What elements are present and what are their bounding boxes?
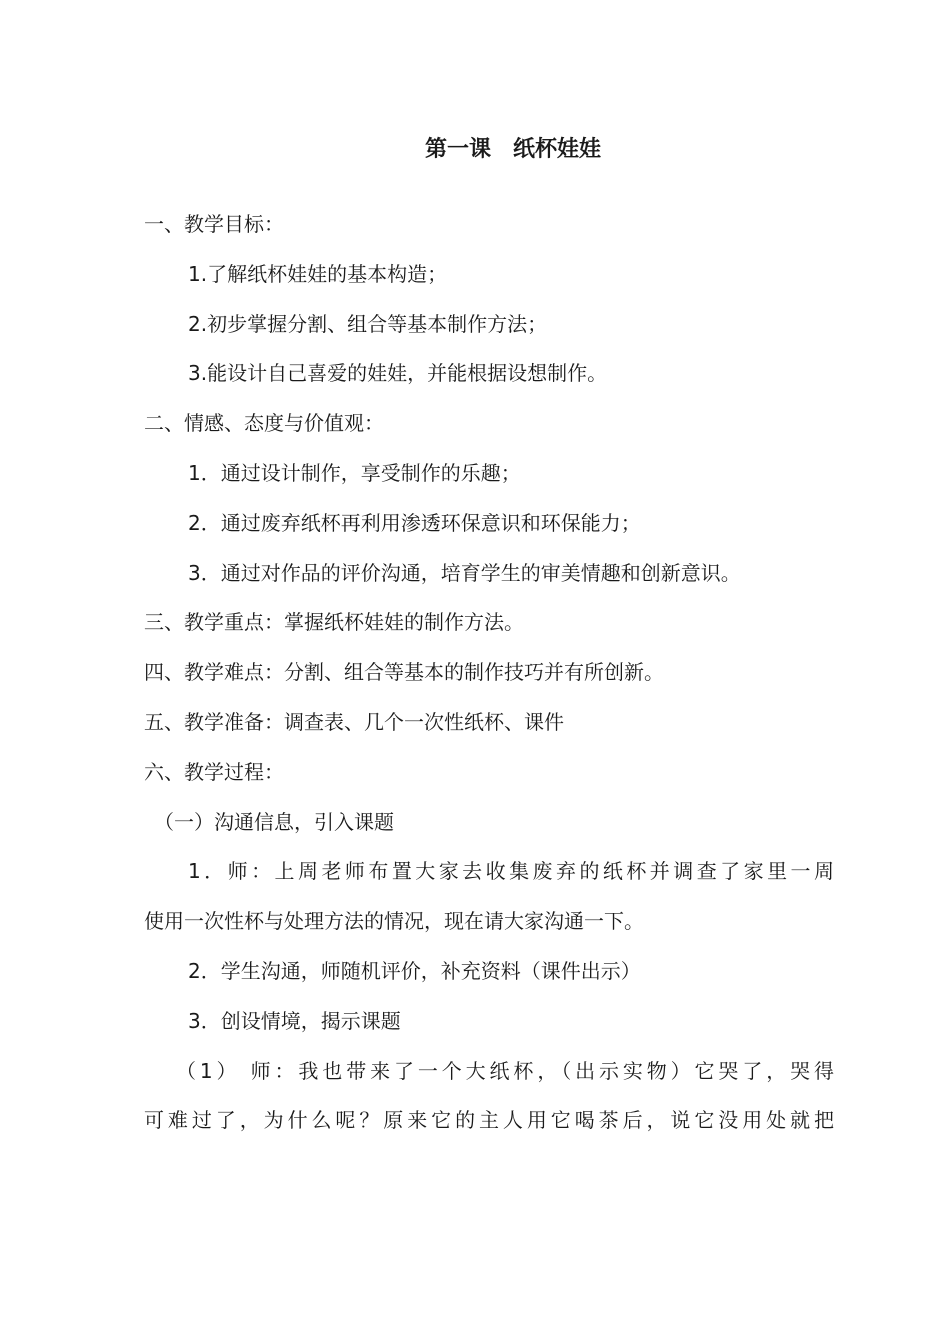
process-paragraph-2-line-2: 可难过了，为什么呢？原来它的主人用它喝茶后，说它没用处就把 — [144, 1108, 834, 1133]
process-step-3: 3．创设情境，揭示课题 — [188, 1008, 401, 1033]
section-heading-teaching-goals: 一、教学目标： — [144, 212, 284, 236]
goal-item-3: 3.能设计自己喜爱的娃娃，并能根据设想制作。 — [188, 361, 608, 386]
attitude-item-2: 2．通过废弃纸杯再利用渗透环保意识和环保能力； — [188, 510, 641, 535]
process-paragraph-1-line-1: 1．师：上周老师布置大家去收集废弃的纸杯并调查了家里一周 — [188, 859, 834, 884]
section-teaching-preparation: 五、教学准备：调查表、几个一次性纸杯、课件 — [144, 709, 564, 734]
document-title: 第一课 纸杯娃娃 — [424, 137, 601, 162]
section-heading-attitude-values: 二、情感、态度与价值观： — [144, 411, 384, 436]
section-teaching-difficulty: 四、教学难点：分割、组合等基本的制作技巧并有所创新。 — [144, 660, 664, 685]
attitude-item-1: 1．通过设计制作，享受制作的乐趣； — [188, 460, 521, 485]
section-heading-teaching-process: 六、教学过程： — [144, 759, 284, 784]
attitude-item-3: 3．通过对作品的评价沟通，培育学生的审美情趣和创新意识。 — [188, 560, 741, 585]
goal-item-2: 2.初步掌握分割、组合等基本制作方法； — [188, 311, 548, 336]
process-subheading-1: （一）沟通信息，引入课题 — [154, 809, 394, 834]
document-body — [144, 200, 834, 1146]
goal-item-1: 1.了解纸杯娃娃的基本构造； — [188, 261, 448, 286]
process-step-2: 2．学生沟通，师随机评价，补充资料（课件出示） — [188, 958, 641, 983]
section-teaching-focus: 三、教学重点：掌握纸杯娃娃的制作方法。 — [144, 610, 524, 635]
process-paragraph-1-line-2: 使用一次性杯与处理方法的情况，现在请大家沟通一下。 — [144, 909, 644, 934]
process-paragraph-2-line-1: （1） 师：我也带来了一个大纸杯，（出示实物）它哭了，哭得 — [176, 1058, 834, 1083]
